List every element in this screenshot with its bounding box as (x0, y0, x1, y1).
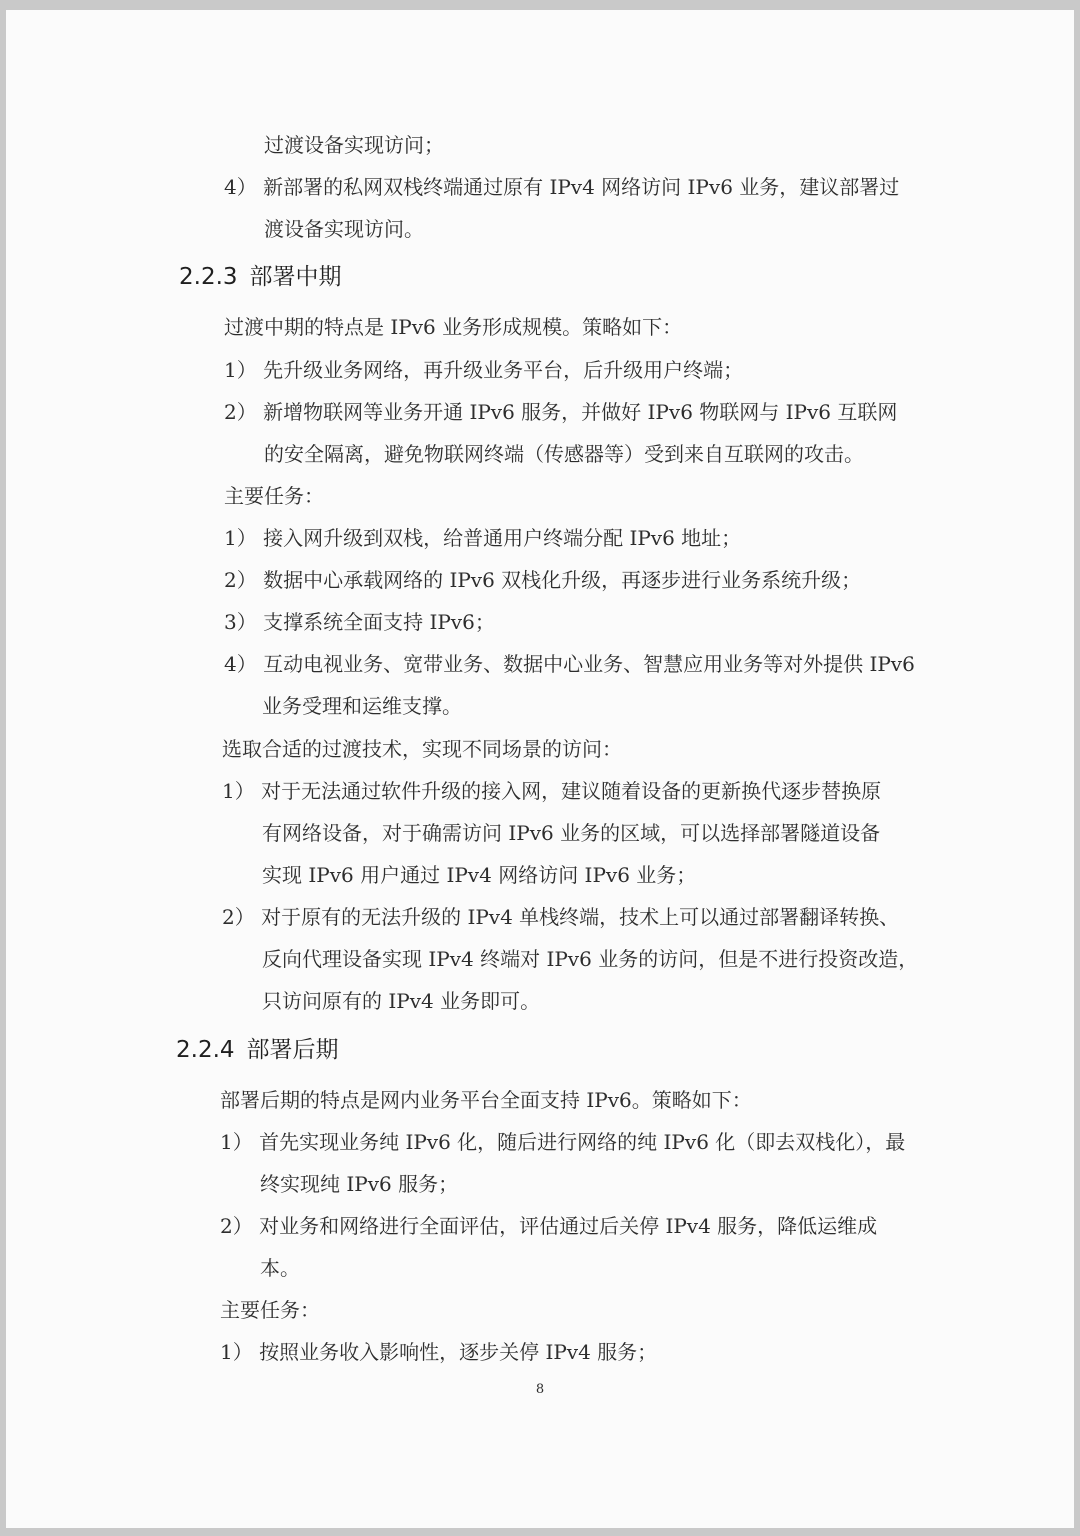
text-line: 1） 先升级业务网络，再升级业务平台，后升级用户终端； (224, 358, 744, 382)
page-number: 8 (535, 1382, 545, 1397)
text-line: 1） 首先实现业务纯 IPv6 化，随后进行网络的纯 IPv6 化（即去双栈化），最 (220, 1130, 906, 1154)
text-line: 1） 按照业务收入影响性，逐步关停 IPv4 服务； (220, 1340, 658, 1364)
section-title: 部署后期 (246, 1037, 339, 1063)
text-line: 2） 对业务和网络进行全面评估，评估通过后关停 IPv4 服务，降低运维成 (220, 1214, 878, 1238)
text-line: 的安全隔离，避免物联网终端（传感器等）受到来自互联网的攻击。 (264, 442, 864, 466)
text-line: 2） 数据中心承载网络的 IPv6 双栈化升级，再逐步进行业务系统升级； (224, 568, 862, 592)
section-title: 部署中期 (249, 264, 342, 290)
section-number: 2.2.3 (179, 264, 238, 290)
text-line: 只访问原有的 IPv4 业务即可。 (262, 989, 541, 1013)
text-line: 业务受理和运维支撑。 (262, 694, 462, 718)
text-line: 过渡设备实现访问； (264, 133, 444, 157)
document-page (6, 10, 1074, 1528)
text-line: 渡设备实现访问。 (264, 217, 424, 241)
section-heading (176, 1036, 339, 1064)
text-line: 2） 对于原有的无法升级的 IPv4 单栈终端，技术上可以通过部署翻译转换、 (222, 905, 900, 929)
text-line: 反向代理设备实现 IPv4 终端对 IPv6 业务的访问，但是不进行投资改造， (262, 947, 919, 971)
section-number: 2.2.4 (176, 1037, 235, 1063)
text-line: 过渡中期的特点是 IPv6 业务形成规模。策略如下： (224, 315, 683, 339)
text-line: 1） 接入网升级到双栈，给普通用户终端分配 IPv6 地址； (224, 526, 742, 550)
text-line: 实现 IPv6 用户通过 IPv4 网络访问 IPv6 业务； (262, 863, 697, 887)
text-line: 1） 对于无法通过软件升级的接入网，建议随着设备的更新换代逐步替换原 (222, 779, 882, 803)
text-line: 2） 新增物联网等业务开通 IPv6 服务，并做好 IPv6 物联网与 IPv6 互联网 (224, 400, 898, 424)
text-line: 有网络设备，对于确需访问 IPv6 业务的区域，可以选择部署隧道设备 (262, 821, 881, 845)
section-heading (179, 263, 342, 291)
text-line: 4） 互动电视业务、宽带业务、数据中心业务、智慧应用业务等对外提供 IPv6 (224, 652, 915, 676)
text-line: 3） 支撑系统全面支持 IPv6； (224, 610, 495, 634)
text-line: 部署后期的特点是网内业务平台全面支持 IPv6。策略如下： (220, 1088, 752, 1112)
text-line: 主要任务： (220, 1298, 320, 1322)
text-line: 本。 (260, 1256, 300, 1280)
text-line: 4） 新部署的私网双栈终端通过原有 IPv4 网络访问 IPv6 业务，建议部署过 (224, 175, 900, 199)
text-line: 终实现纯 IPv6 服务； (260, 1172, 459, 1196)
text-line: 主要任务： (224, 484, 324, 508)
text-line: 选取合适的过渡技术，实现不同场景的访问： (222, 737, 622, 761)
